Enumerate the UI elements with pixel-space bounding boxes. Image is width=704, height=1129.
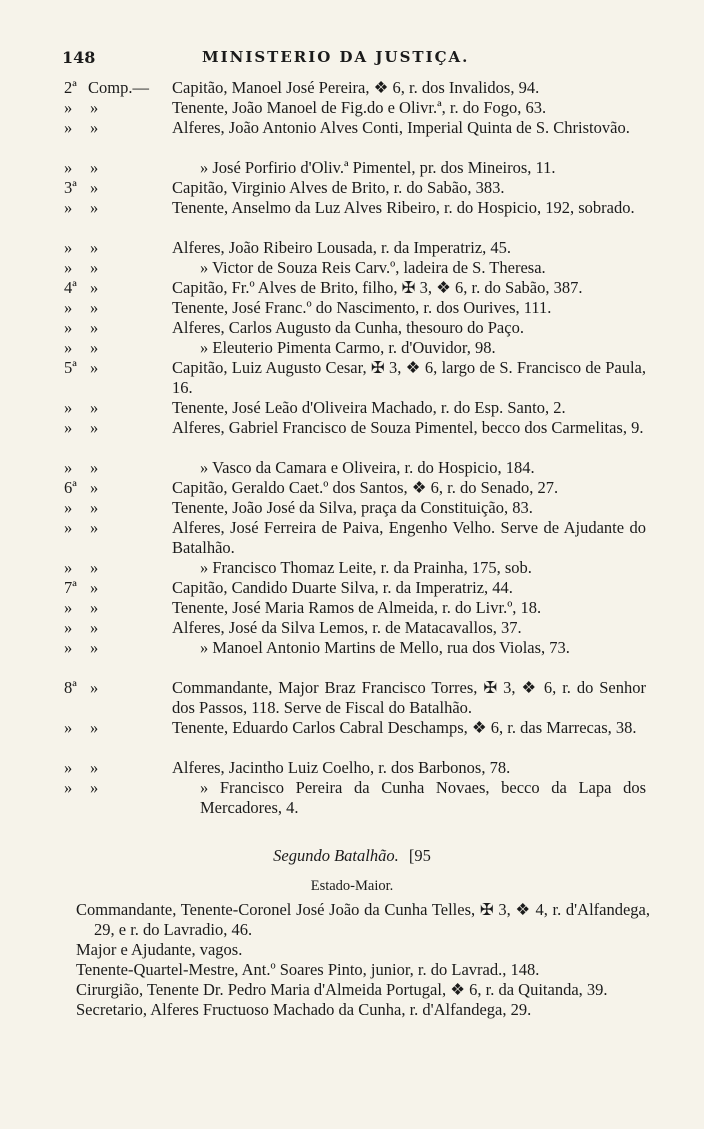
- company-label: »: [90, 598, 99, 617]
- company-number: 7ª: [64, 578, 77, 597]
- company-number: »: [64, 198, 73, 217]
- company-label: »: [90, 778, 99, 797]
- staff-list: [76, 900, 650, 1020]
- page-header: [62, 48, 662, 72]
- section-title: [0, 846, 704, 866]
- roster-row: [0, 458, 704, 478]
- roster-entry-text: Alferes, João Antonio Alves Conti, Imperial Quinta de S. Christovão.: [172, 118, 630, 137]
- roster-entry-text: » Francisco Pereira da Cunha Novaes, becco da Lapa dos Mercadores, 4.: [200, 778, 646, 817]
- roster-entry-text: Alferes, Gabriel Francisco de Souza Pimentel, becco dos Carmelitas, 9.: [172, 418, 644, 437]
- company-number: »: [64, 398, 73, 417]
- roster-row: [0, 498, 704, 518]
- roster-entry-text: » Manoel Antonio Martins de Mello, rua dos Violas, 73.: [200, 638, 570, 657]
- roster-row: [0, 298, 704, 318]
- roster-entry-text: Capitão, Manoel José Pereira, ❖ 6, r. dos Invalidos, 94.: [172, 78, 540, 97]
- roster-entry-text: » Vasco da Camara e Oliveira, r. do Hospicio, 184.: [200, 458, 535, 477]
- company-number: 5ª: [64, 358, 77, 377]
- roster-entry-text: Tenente, João Manoel de Fig.do e Olivr.ª, r. do Fogo, 63.: [172, 98, 547, 117]
- roster-row: [0, 78, 704, 98]
- company-label: »: [90, 258, 99, 277]
- company-number: »: [64, 618, 73, 637]
- company-number: 3ª: [64, 178, 77, 197]
- company-label: »: [90, 578, 99, 597]
- company-label: »: [90, 338, 99, 357]
- estado-maior-heading: Estado-Maior.: [310, 878, 394, 894]
- company-number: »: [64, 418, 73, 437]
- company-number: »: [64, 158, 73, 177]
- roster-row: [0, 338, 704, 358]
- roster-entry-text: Capitão, Virginio Alves de Brito, r. do Sabão, 383.: [172, 178, 505, 197]
- roster-row: [0, 638, 704, 678]
- section-title-text: Segundo Batalhão.: [273, 846, 399, 865]
- company-number: »: [64, 518, 73, 537]
- roster-entry-text: Capitão, Geraldo Caet.º dos Santos, ❖ 6, r. do Senado, 27.: [172, 478, 559, 497]
- company-number: »: [64, 118, 73, 137]
- company-label: »: [90, 758, 99, 777]
- company-number: 4ª: [64, 278, 77, 297]
- roster-entry-text: » Eleuterio Pimenta Carmo, r. d'Ouvidor, 98.: [200, 338, 496, 357]
- roster-row: [0, 178, 704, 198]
- roster-entry-text: Capitão, Fr.º Alves de Brito, filho, ✠ 3, ❖ 6, r. do Sabão, 387.: [172, 278, 583, 297]
- roster-entry-text: Tenente, José Franc.º do Nascimento, r. dos Ourives, 111.: [172, 298, 552, 317]
- roster-row: [0, 478, 704, 498]
- roster-row: [0, 778, 704, 818]
- roster-entry-text: » José Porfirio d'Oliv.ª Pimentel, pr. dos Mineiros, 11.: [200, 158, 556, 177]
- company-roster: [0, 78, 704, 818]
- roster-row: [0, 278, 704, 298]
- company-number: »: [64, 778, 73, 797]
- section-ref: [95: [408, 846, 431, 865]
- company-label: »: [90, 478, 99, 497]
- roster-entry-text: Alferes, José Ferreira de Paiva, Engenho Velho. Serve de Ajudante do Batalhão.: [172, 518, 646, 557]
- roster-row: [0, 578, 704, 598]
- roster-entry-text: Alferes, João Ribeiro Lousada, r. da Imperatriz, 45.: [172, 238, 512, 257]
- company-label: »: [90, 518, 99, 537]
- roster-row: [0, 258, 704, 278]
- company-label: »: [90, 718, 99, 737]
- roster-row: [0, 418, 704, 458]
- company-label: »: [90, 418, 99, 437]
- roster-entry-text: Tenente, José Leão d'Oliveira Machado, r. do Esp. Santo, 2.: [172, 398, 566, 417]
- roster-entry-text: Capitão, Candido Duarte Silva, r. da Imperatriz, 44.: [172, 578, 513, 597]
- staff-entry: Tenente-Quartel-Mestre, Ant.º Soares Pinto, junior, r. do Lavrad., 148.: [76, 960, 540, 979]
- roster-row: [0, 198, 704, 238]
- company-label: »: [90, 558, 99, 577]
- company-label: »: [90, 638, 99, 657]
- company-number: »: [64, 238, 73, 257]
- company-number: 2ª: [64, 78, 77, 97]
- roster-row: [0, 558, 704, 578]
- roster-row: [0, 318, 704, 338]
- company-number: »: [64, 318, 73, 337]
- roster-entry-text: Alferes, José da Silva Lemos, r. de Matacavallos, 37.: [172, 618, 522, 637]
- roster-row: [0, 718, 704, 758]
- roster-entry-text: » Francisco Thomaz Leite, r. da Prainha, 175, sob.: [200, 558, 532, 577]
- staff-entry: Major e Ajudante, vagos.: [76, 940, 243, 959]
- company-number: »: [64, 338, 73, 357]
- company-number: »: [64, 758, 73, 777]
- roster-row: [0, 98, 704, 118]
- company-label: »: [90, 298, 99, 317]
- staff-entry: Cirurgião, Tenente Dr. Pedro Maria d'Almeida Portugal, ❖ 6, r. da Quitanda, 39.: [76, 980, 608, 999]
- company-label: »: [90, 118, 99, 137]
- roster-entry-text: Alferes, Jacintho Luiz Coelho, r. dos Barbonos, 78.: [172, 758, 511, 777]
- company-number: 6ª: [64, 478, 77, 497]
- company-label: »: [90, 178, 99, 197]
- roster-entry-text: Tenente, Eduardo Carlos Cabral Deschamps, ❖ 6, r. das Marrecas, 38.: [172, 718, 637, 737]
- company-number: »: [64, 458, 73, 477]
- page-number: 148: [62, 48, 96, 67]
- roster-entry-text: Tenente, João José da Silva, praça da Constituição, 83.: [172, 498, 533, 517]
- staff-entry: Commandante, Tenente-Coronel José João da Cunha Telles, ✠ 3, ❖ 4, r. d'Alfandega, 29, e r. do Lavradio, 46.: [76, 900, 650, 939]
- company-number: »: [64, 718, 73, 737]
- roster-row: [0, 118, 704, 158]
- roster-row: [0, 398, 704, 418]
- roster-row: [0, 518, 704, 558]
- company-number: »: [64, 298, 73, 317]
- company-number: »: [64, 558, 73, 577]
- company-label: »: [90, 158, 99, 177]
- roster-entry-text: Capitão, Luiz Augusto Cesar, ✠ 3, ❖ 6, largo de S. Francisco de Paula, 16.: [172, 358, 646, 397]
- roster-row: [0, 358, 704, 398]
- roster-row: [0, 678, 704, 718]
- page-title: MINISTERIO DA JUSTIÇA.: [202, 48, 470, 66]
- company-label: »: [90, 458, 99, 477]
- roster-entry-text: Tenente, Anselmo da Luz Alves Ribeiro, r. do Hospicio, 192, sobrado.: [172, 198, 635, 217]
- company-label: »: [90, 358, 99, 377]
- company-label: »: [90, 98, 99, 117]
- company-label: »: [90, 278, 99, 297]
- roster-entry-text: » Victor de Souza Reis Carv.º, ladeira de S. Theresa.: [200, 258, 546, 277]
- company-number: »: [64, 638, 73, 657]
- roster-entry-text: Alferes, Carlos Augusto da Cunha, thesouro do Paço.: [172, 318, 524, 337]
- company-label: »: [90, 678, 99, 697]
- company-label: »: [90, 498, 99, 517]
- roster-entry-text: Commandante, Major Braz Francisco Torres, ✠ 3, ❖ 6, r. do Senhor dos Passos, 118. Serve de Fiscal do Batalhão.: [172, 678, 646, 717]
- company-label: »: [90, 618, 99, 637]
- company-number: »: [64, 98, 73, 117]
- roster-row: [0, 158, 704, 178]
- roster-row: [0, 238, 704, 258]
- company-label: »: [90, 398, 99, 417]
- company-label: »: [90, 198, 99, 217]
- company-label: »: [90, 318, 99, 337]
- company-label: Comp.—: [88, 78, 149, 97]
- roster-row: [0, 758, 704, 778]
- roster-row: [0, 598, 704, 618]
- roster-row: [0, 618, 704, 638]
- roster-entry-text: Tenente, José Maria Ramos de Almeida, r. do Livr.º, 18.: [172, 598, 542, 617]
- company-number: 8ª: [64, 678, 77, 697]
- company-number: »: [64, 598, 73, 617]
- company-number: »: [64, 498, 73, 517]
- company-number: »: [64, 258, 73, 277]
- company-label: »: [90, 238, 99, 257]
- staff-entry: Secretario, Alferes Fructuoso Machado da Cunha, r. d'Alfandega, 29.: [76, 1000, 532, 1019]
